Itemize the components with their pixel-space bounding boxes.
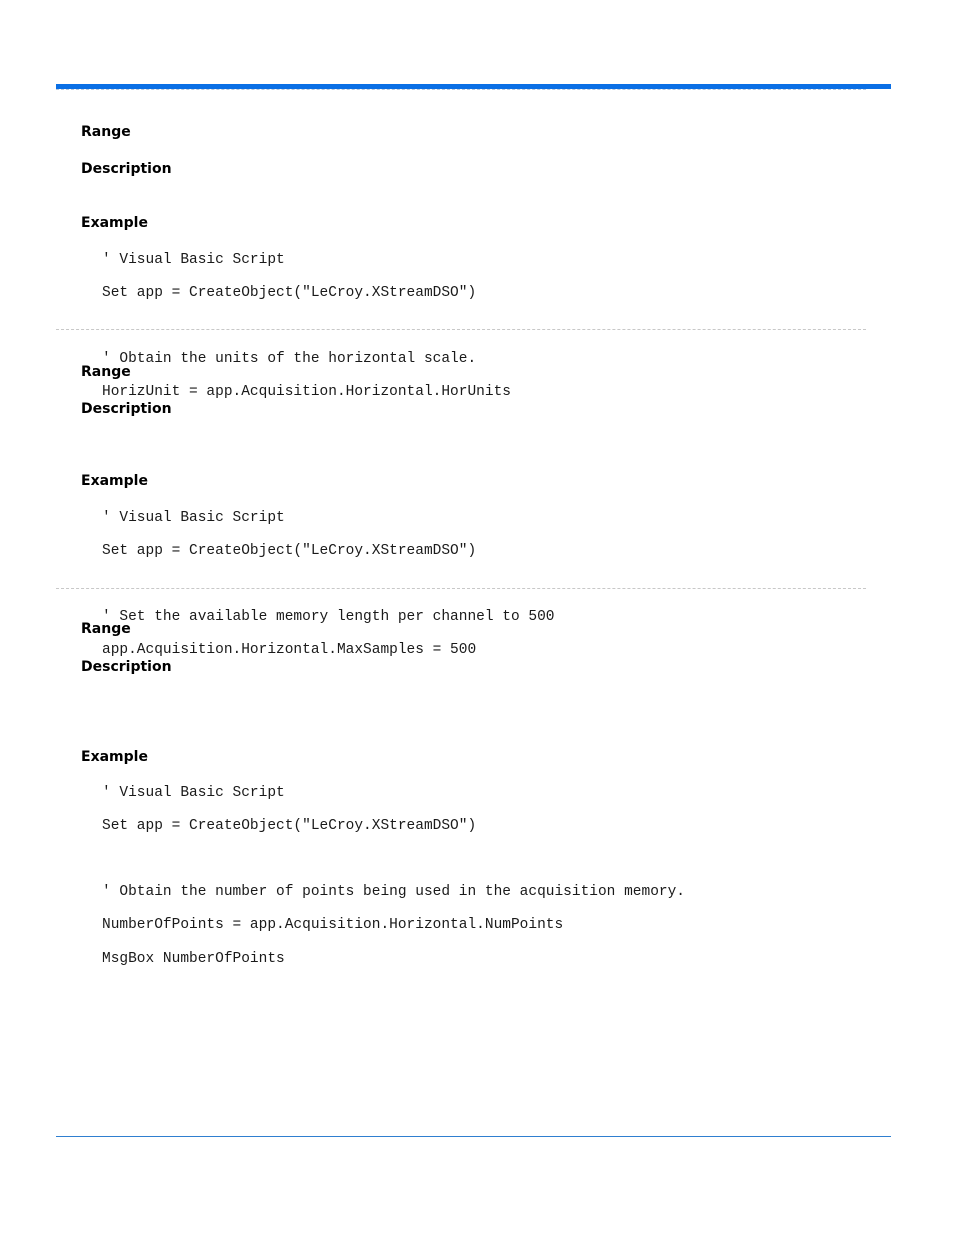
code-line: ' Obtain the number of points being used in the acquisition memory. bbox=[102, 884, 685, 901]
code-line: NumberOfPoints = app.Acquisition.Horizontal.NumPoints bbox=[102, 917, 564, 934]
code-line: Set app = CreateObject("LeCroy.XStreamDSO") bbox=[102, 817, 477, 834]
range-heading: Range bbox=[81, 621, 131, 637]
example-heading: Example bbox=[81, 473, 148, 489]
code-line: ' Visual Basic Script bbox=[102, 251, 285, 268]
code-line: ' Set the available memory length per channel to 500 bbox=[102, 609, 555, 626]
code-line bbox=[102, 851, 685, 868]
header-dashed-rule bbox=[56, 89, 866, 90]
section-divider bbox=[56, 329, 866, 330]
code-line bbox=[102, 318, 511, 335]
code-line: ' Visual Basic Script bbox=[102, 784, 285, 801]
description-heading: Description bbox=[81, 659, 172, 675]
code-block bbox=[102, 235, 511, 418]
code-line: ' Visual Basic Script bbox=[102, 509, 285, 526]
code-line: Set app = CreateObject("LeCroy.XStreamDSO") bbox=[102, 284, 477, 301]
description-heading: Description bbox=[81, 161, 172, 177]
code-line: app.Acquisition.Horizontal.MaxSamples = 500 bbox=[102, 642, 477, 659]
code-line: MsgBox NumberOfPoints bbox=[102, 950, 285, 967]
example-heading: Example bbox=[81, 215, 148, 231]
code-block bbox=[102, 493, 554, 676]
range-heading: Range bbox=[81, 124, 131, 140]
range-heading: Range bbox=[81, 364, 131, 380]
code-block bbox=[102, 768, 685, 984]
code-line: HorizUnit = app.Acquisition.Horizontal.HorUnits bbox=[102, 384, 511, 401]
footer-rule bbox=[56, 1136, 891, 1137]
code-line: ' Obtain the units of the horizontal scale. bbox=[102, 351, 477, 368]
code-line bbox=[102, 576, 554, 593]
example-heading: Example bbox=[81, 749, 148, 765]
section-divider bbox=[56, 588, 866, 589]
code-line: Set app = CreateObject("LeCroy.XStreamDSO") bbox=[102, 542, 477, 559]
description-heading: Description bbox=[81, 401, 172, 417]
